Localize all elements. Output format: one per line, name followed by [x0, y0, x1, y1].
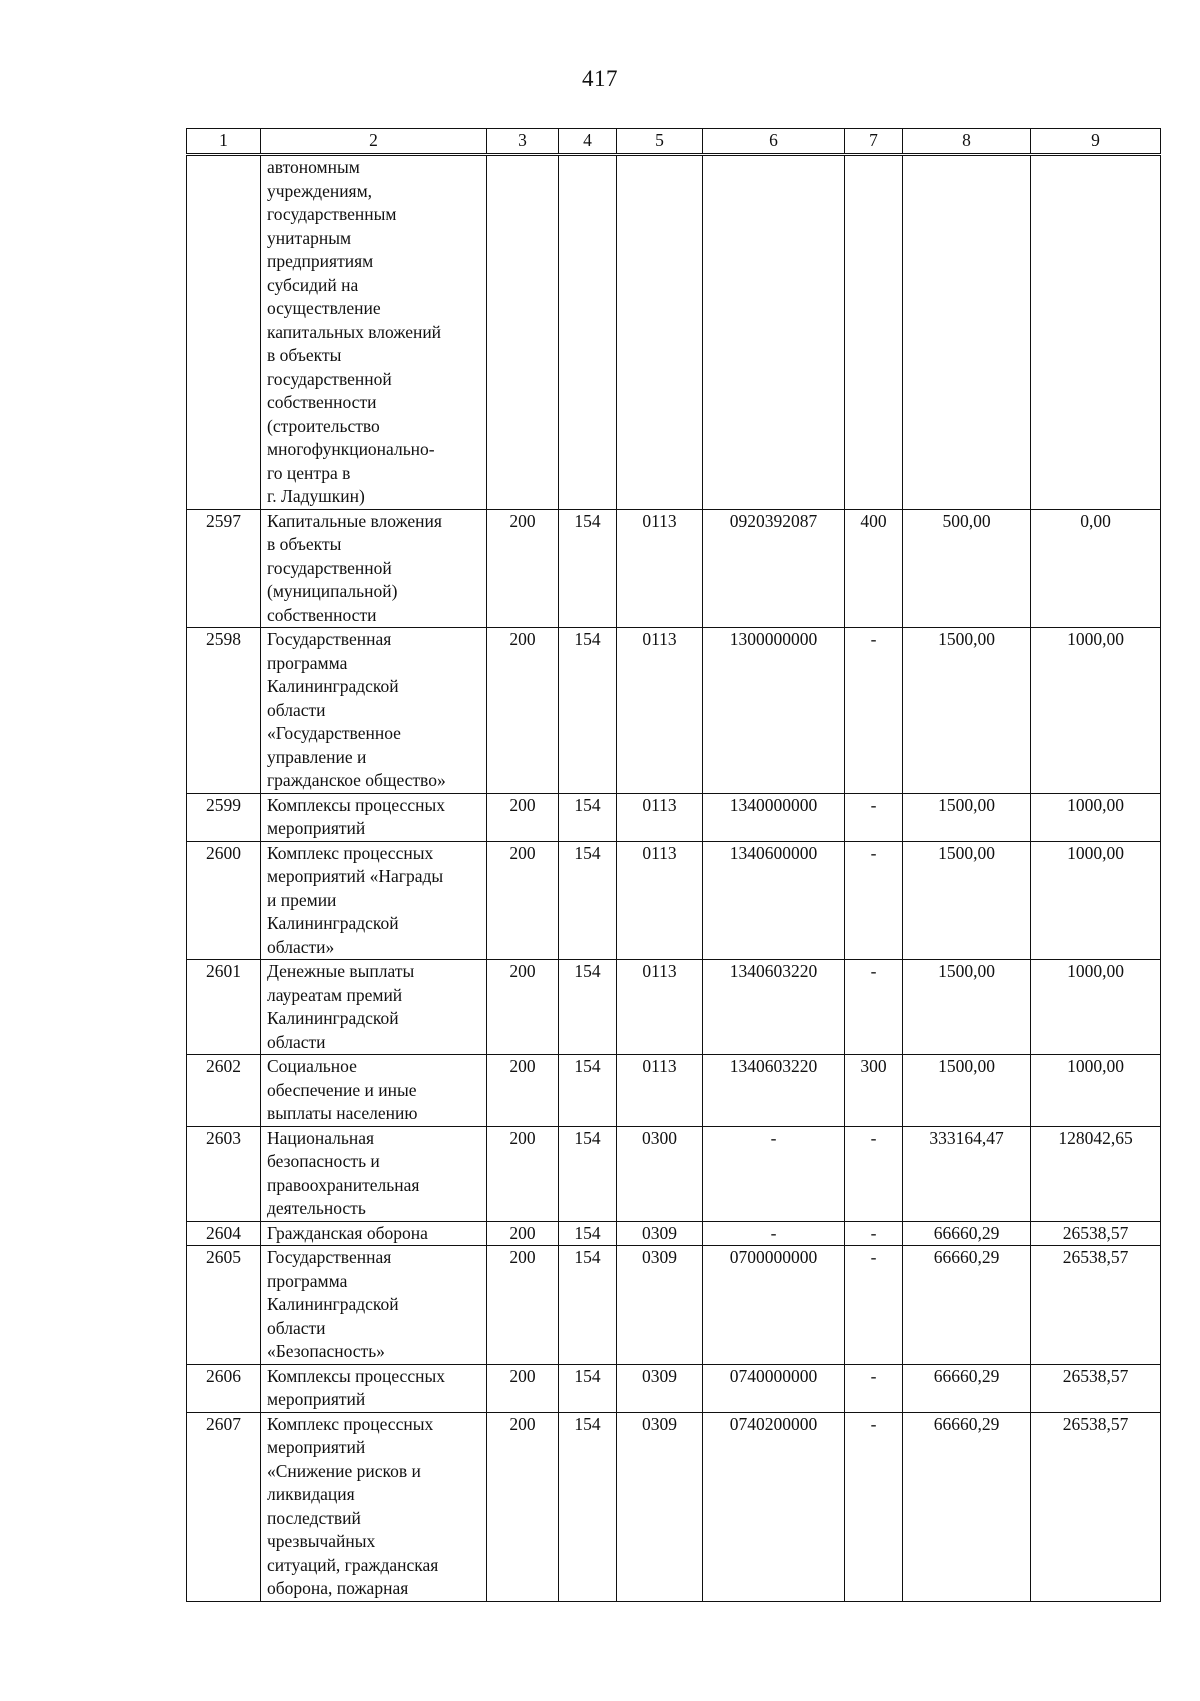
- code-col-3: 200: [487, 1412, 559, 1601]
- code-col-4: 154: [559, 1055, 617, 1127]
- row-description: [261, 1364, 487, 1412]
- row-description: [261, 960, 487, 1055]
- description-line: Государственная: [267, 1247, 392, 1267]
- target-article-code: -: [703, 1126, 845, 1221]
- description-line: деятельность: [267, 1198, 366, 1218]
- expense-type-code: 400: [845, 509, 903, 628]
- expense-type-code: -: [845, 960, 903, 1055]
- description-line: чрезвычайных: [267, 1531, 376, 1551]
- row-number: 2607: [187, 1412, 261, 1601]
- budget-table: [186, 128, 1161, 1602]
- section-code: 0309: [617, 1364, 703, 1412]
- target-article-code: -: [703, 1221, 845, 1246]
- row-description: [261, 1412, 487, 1601]
- target-article-code: 1340603220: [703, 1055, 845, 1127]
- description-line: учреждениям,: [267, 180, 373, 201]
- description-line: мероприятий: [267, 818, 366, 838]
- target-article-code: 0740200000: [703, 1412, 845, 1601]
- description-line: мероприятий «Награды: [267, 866, 444, 886]
- target-article-code: 0740000000: [703, 1364, 845, 1412]
- amount-col-9: 26538,57: [1031, 1221, 1161, 1246]
- description-line: Калининградской: [267, 1294, 399, 1314]
- row-description: [261, 509, 487, 628]
- amount-col-9: 1000,00: [1031, 841, 1161, 960]
- description-line: многофункционально-: [267, 439, 435, 459]
- section-code: 0309: [617, 1221, 703, 1246]
- table-row: [187, 1246, 1161, 1365]
- column-header-2: 2: [261, 129, 487, 155]
- table-row: [187, 1221, 1161, 1246]
- description-line: мероприятий: [267, 1437, 366, 1457]
- column-header-9: 9: [1031, 129, 1161, 155]
- amount-col-8: 66660,29: [903, 1412, 1031, 1601]
- description-line: ситуаций, гражданская: [267, 1554, 439, 1575]
- expense-type-code: -: [845, 841, 903, 960]
- description-line: Государственная: [267, 629, 392, 649]
- code-col-3: 200: [487, 1126, 559, 1221]
- amount-col-8: 66660,29: [903, 1221, 1031, 1246]
- description-line: государственной: [267, 557, 392, 578]
- section-code: 0113: [617, 841, 703, 960]
- row-number: 2603: [187, 1126, 261, 1221]
- target-article-code: 0920392087: [703, 509, 845, 628]
- row-number: 2599: [187, 793, 261, 841]
- row-description: [261, 793, 487, 841]
- description-line: правоохранительная: [267, 1174, 420, 1195]
- code-col-3: 200: [487, 1246, 559, 1365]
- code-col-3: 200: [487, 509, 559, 628]
- amount-col-8: [903, 155, 1031, 510]
- table-row: [187, 793, 1161, 841]
- column-header-6: 6: [703, 129, 845, 155]
- amount-col-8: 1500,00: [903, 1055, 1031, 1127]
- section-code: 0113: [617, 793, 703, 841]
- row-number: 2604: [187, 1221, 261, 1246]
- row-number: 2606: [187, 1364, 261, 1412]
- target-article-code: 1300000000: [703, 628, 845, 794]
- column-header-7: 7: [845, 129, 903, 155]
- description-line: обеспечение и иные: [267, 1079, 417, 1100]
- amount-col-8: 333164,47: [903, 1126, 1031, 1221]
- description-line: го центра в: [267, 462, 351, 483]
- column-header-4: 4: [559, 129, 617, 155]
- description-line: в объекты: [267, 534, 342, 554]
- code-col-4: 154: [559, 1221, 617, 1246]
- expense-type-code: -: [845, 1221, 903, 1246]
- section-code: 0113: [617, 1055, 703, 1127]
- description-line: выплаты населению: [267, 1103, 418, 1123]
- description-line: ликвидация: [267, 1484, 355, 1504]
- description-line: оборона, пожарная: [267, 1578, 409, 1598]
- expense-type-code: -: [845, 1246, 903, 1365]
- expense-type-code: -: [845, 628, 903, 794]
- row-number: 2597: [187, 509, 261, 628]
- amount-col-9: 1000,00: [1031, 628, 1161, 794]
- row-description: [261, 155, 487, 510]
- description-line: Комплексы процессных: [267, 794, 445, 815]
- row-description: [261, 1055, 487, 1127]
- amount-col-8: 1500,00: [903, 628, 1031, 794]
- row-description: [261, 1126, 487, 1221]
- row-number: 2601: [187, 960, 261, 1055]
- description-line: государственной: [267, 368, 392, 389]
- code-col-3: 200: [487, 960, 559, 1055]
- row-description: [261, 628, 487, 794]
- description-line: области: [267, 699, 326, 720]
- amount-col-9: 26538,57: [1031, 1246, 1161, 1365]
- section-code: 0309: [617, 1246, 703, 1365]
- code-col-4: [559, 155, 617, 510]
- description-line: Комплексы процессных: [267, 1365, 445, 1386]
- expense-type-code: -: [845, 1126, 903, 1221]
- description-line: Капитальные вложения: [267, 510, 442, 531]
- column-header-3: 3: [487, 129, 559, 155]
- description-line: капитальных вложений: [267, 321, 442, 342]
- table-row: [187, 841, 1161, 960]
- section-code: 0113: [617, 960, 703, 1055]
- code-col-4: 154: [559, 1126, 617, 1221]
- expense-type-code: -: [845, 793, 903, 841]
- row-number: 2600: [187, 841, 261, 960]
- code-col-4: 154: [559, 1246, 617, 1365]
- table-row: [187, 1126, 1161, 1221]
- header-row: [187, 129, 1161, 155]
- table-row: [187, 1364, 1161, 1412]
- table-row: [187, 1412, 1161, 1601]
- description-line: последствий: [267, 1507, 361, 1528]
- description-line: лауреатам премий: [267, 984, 403, 1005]
- row-number: 2602: [187, 1055, 261, 1127]
- description-line: «Государственное: [267, 723, 401, 743]
- code-col-3: 200: [487, 1364, 559, 1412]
- row-description: [261, 841, 487, 960]
- description-line: собственности: [267, 604, 377, 625]
- expense-type-code: -: [845, 1364, 903, 1412]
- description-line: государственным: [267, 204, 397, 224]
- description-line: «Снижение рисков и: [267, 1460, 421, 1481]
- code-col-4: 154: [559, 1364, 617, 1412]
- description-line: Национальная: [267, 1127, 375, 1148]
- description-line: программа: [267, 652, 348, 673]
- column-header-5: 5: [617, 129, 703, 155]
- target-article-code: 1340603220: [703, 960, 845, 1055]
- description-line: гражданское общество»: [267, 770, 446, 790]
- description-line: (муниципальной): [267, 581, 398, 601]
- description-line: Денежные выплаты: [267, 961, 415, 981]
- description-line: субсидий на: [267, 274, 359, 295]
- code-col-4: 154: [559, 628, 617, 794]
- code-col-4: 154: [559, 793, 617, 841]
- table-row: [187, 1055, 1161, 1127]
- amount-col-9: 26538,57: [1031, 1364, 1161, 1412]
- target-article-code: 1340600000: [703, 841, 845, 960]
- code-col-4: 154: [559, 960, 617, 1055]
- description-line: Комплекс процессных: [267, 1413, 434, 1434]
- target-article-code: [703, 155, 845, 510]
- code-col-4: 154: [559, 841, 617, 960]
- code-col-3: 200: [487, 1055, 559, 1127]
- code-col-3: 200: [487, 1221, 559, 1246]
- section-code: [617, 155, 703, 510]
- description-line: безопасность и: [267, 1151, 380, 1171]
- code-col-3: [487, 155, 559, 510]
- description-line: собственности: [267, 392, 377, 412]
- expense-type-code: -: [845, 1412, 903, 1601]
- description-line: унитарным: [267, 227, 352, 248]
- target-article-code: 0700000000: [703, 1246, 845, 1365]
- table-body: [187, 155, 1161, 1602]
- amount-col-9: [1031, 155, 1161, 510]
- amount-col-8: 66660,29: [903, 1246, 1031, 1365]
- table-row: [187, 960, 1161, 1055]
- description-line: области: [267, 1031, 326, 1052]
- description-line: (строительство: [267, 415, 380, 436]
- target-article-code: 1340000000: [703, 793, 845, 841]
- amount-col-8: 66660,29: [903, 1364, 1031, 1412]
- amount-col-9: 1000,00: [1031, 793, 1161, 841]
- row-number: 2598: [187, 628, 261, 794]
- description-line: и премии: [267, 889, 337, 910]
- row-number: [187, 155, 261, 510]
- description-line: осуществление: [267, 298, 381, 318]
- code-col-3: 200: [487, 793, 559, 841]
- description-line: Комплекс процессных: [267, 842, 434, 863]
- expense-type-code: 300: [845, 1055, 903, 1127]
- row-description: [261, 1221, 487, 1246]
- description-line: г. Ладушкин): [267, 486, 365, 506]
- description-line: управление и: [267, 746, 367, 767]
- description-line: Социальное: [267, 1056, 357, 1076]
- amount-col-9: 26538,57: [1031, 1412, 1161, 1601]
- description-line: автономным: [267, 157, 360, 177]
- description-line: предприятиям: [267, 251, 374, 271]
- description-line: области»: [267, 936, 335, 957]
- code-col-3: 200: [487, 841, 559, 960]
- code-col-3: 200: [487, 628, 559, 794]
- description-line: «Безопасность»: [267, 1341, 385, 1361]
- description-line: области: [267, 1317, 326, 1338]
- amount-col-8: 1500,00: [903, 793, 1031, 841]
- amount-col-8: 500,00: [903, 509, 1031, 628]
- description-line: программа: [267, 1270, 348, 1291]
- amount-col-9: 1000,00: [1031, 960, 1161, 1055]
- column-header-8: 8: [903, 129, 1031, 155]
- amount-col-9: 1000,00: [1031, 1055, 1161, 1127]
- expense-type-code: [845, 155, 903, 510]
- amount-col-9: 0,00: [1031, 509, 1161, 628]
- description-line: Гражданская оборона: [267, 1222, 428, 1243]
- section-code: 0300: [617, 1126, 703, 1221]
- description-line: мероприятий: [267, 1389, 366, 1409]
- table-row: [187, 628, 1161, 794]
- description-line: Калининградской: [267, 913, 399, 933]
- row-number: 2605: [187, 1246, 261, 1365]
- section-code: 0113: [617, 509, 703, 628]
- amount-col-8: 1500,00: [903, 841, 1031, 960]
- description-line: Калининградской: [267, 676, 399, 696]
- description-line: в объекты: [267, 345, 342, 365]
- row-description: [261, 1246, 487, 1365]
- table-row: [187, 509, 1161, 628]
- code-col-4: 154: [559, 1412, 617, 1601]
- page-number: 417: [582, 66, 618, 91]
- code-col-4: 154: [559, 509, 617, 628]
- amount-col-8: 1500,00: [903, 960, 1031, 1055]
- section-code: 0309: [617, 1412, 703, 1601]
- column-header-1: 1: [187, 129, 261, 155]
- table-row: [187, 155, 1161, 510]
- description-line: Калининградской: [267, 1008, 399, 1028]
- section-code: 0113: [617, 628, 703, 794]
- amount-col-9: 128042,65: [1031, 1126, 1161, 1221]
